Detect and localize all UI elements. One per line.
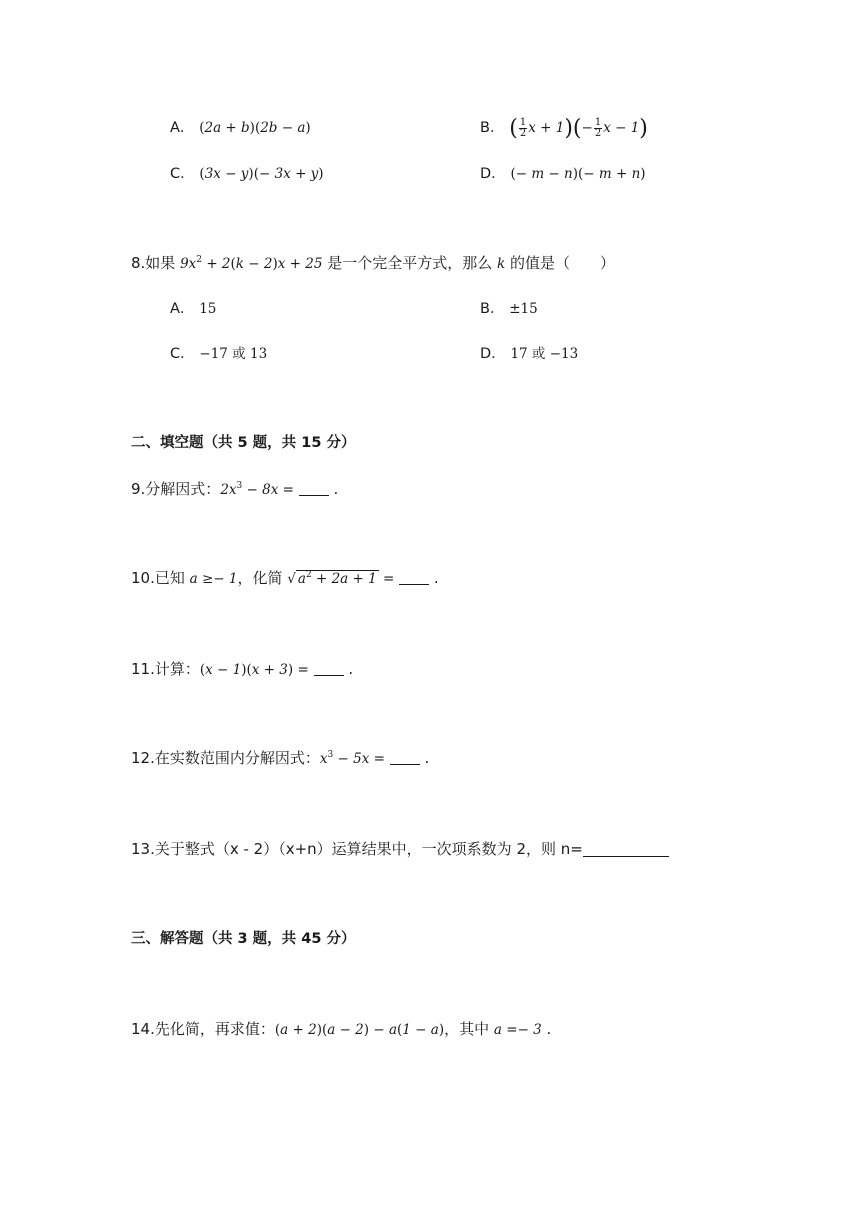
q12-suffix: . [424, 749, 430, 767]
math-expression: (2a + b)(2b − a) [199, 120, 311, 136]
option-label: B． [480, 120, 505, 136]
q8-option-b [480, 298, 538, 319]
option-label: D． [480, 166, 506, 182]
math-expression: (3x − y)(− 3x + y) [199, 166, 324, 182]
q10-condition: a ≥− 1 [189, 571, 238, 587]
q8-option-c [170, 343, 267, 364]
option-label: A． [170, 120, 195, 136]
q8-var: k [497, 256, 506, 272]
q12 [131, 748, 429, 769]
q14-prefix: 14.先化简，再求值： [131, 1020, 275, 1038]
math-expression: $x^3 - 5x$ = [319, 750, 385, 767]
q8-option-a [170, 298, 216, 319]
q14-suffix: . [546, 1020, 552, 1038]
answer-blank[interactable] [314, 661, 344, 676]
q7-option-c [170, 163, 324, 184]
q7-option-a [170, 117, 311, 138]
q11-suffix: . [348, 660, 354, 678]
q8-option-d [480, 343, 578, 364]
math-expression: (x − 1)(x + 3) = [199, 662, 309, 678]
q10-suffix: . [433, 569, 439, 587]
q13 [131, 839, 669, 859]
q14-condition: a =− 3 [493, 1022, 542, 1038]
q9-prefix: 9.分解因式： [131, 480, 221, 498]
q8-stem [131, 253, 615, 274]
section-heading: 二、填空题（共 5 题，共 15 分） [131, 435, 356, 451]
answer-blank[interactable] [299, 481, 329, 496]
q9-suffix: . [333, 480, 339, 498]
option-value: −17 或 13 [199, 346, 268, 362]
option-label: B． [480, 301, 505, 317]
q11 [131, 659, 353, 680]
option-value: 17 或 −13 [510, 346, 579, 362]
q10 [131, 568, 439, 589]
option-label: D． [480, 346, 506, 362]
math-expression: $2x^3 - 8x$ = [220, 481, 294, 498]
q7-option-d [480, 163, 646, 184]
option-label: C． [170, 166, 195, 182]
option-label: C． [170, 346, 195, 362]
math-expression: $9x^2 + 2(k - 2)x + 25$ [180, 255, 323, 272]
q8-mid: 是一个完全平方式，那么 [327, 254, 493, 272]
math-expression: ( $\frac{1}{2}$ x + 1)(− $\frac{1}{2}$ x − 1) [509, 116, 648, 141]
q12-prefix: 12.在实数范围内分解因式： [131, 749, 320, 767]
answer-blank[interactable] [390, 750, 420, 765]
q10-mid: ，化简 [237, 569, 283, 587]
q10-prefix: 10.已知 [131, 569, 185, 587]
q8-suffix: 的值是（ ） [509, 254, 615, 272]
math-expression: (a + 2)(a − 2) − a(1 − a) [274, 1022, 445, 1038]
math-expression: √ $a^2 + 2a + 1$ = [287, 570, 395, 587]
q14 [131, 1019, 551, 1040]
q7-option-b [480, 117, 648, 139]
option-label: A． [170, 301, 195, 317]
option-value: ±15 [509, 301, 538, 317]
q8-prefix: 8.如果 [131, 254, 176, 272]
section-heading: 三、解答题（共 3 题，共 45 分） [131, 931, 356, 947]
option-value: 15 [199, 301, 217, 317]
q11-prefix: 11.计算： [131, 660, 200, 678]
q14-mid: ，其中 [444, 1020, 490, 1038]
q9 [131, 479, 338, 500]
answer-blank[interactable] [399, 570, 429, 585]
math-expression: (− m − n)(− m + n) [510, 166, 646, 182]
q13-text: 13.关于整式（x - 2）（x+n）运算结果中，一次项系数为 2，则 n= [131, 840, 583, 858]
answer-blank[interactable] [583, 840, 669, 857]
